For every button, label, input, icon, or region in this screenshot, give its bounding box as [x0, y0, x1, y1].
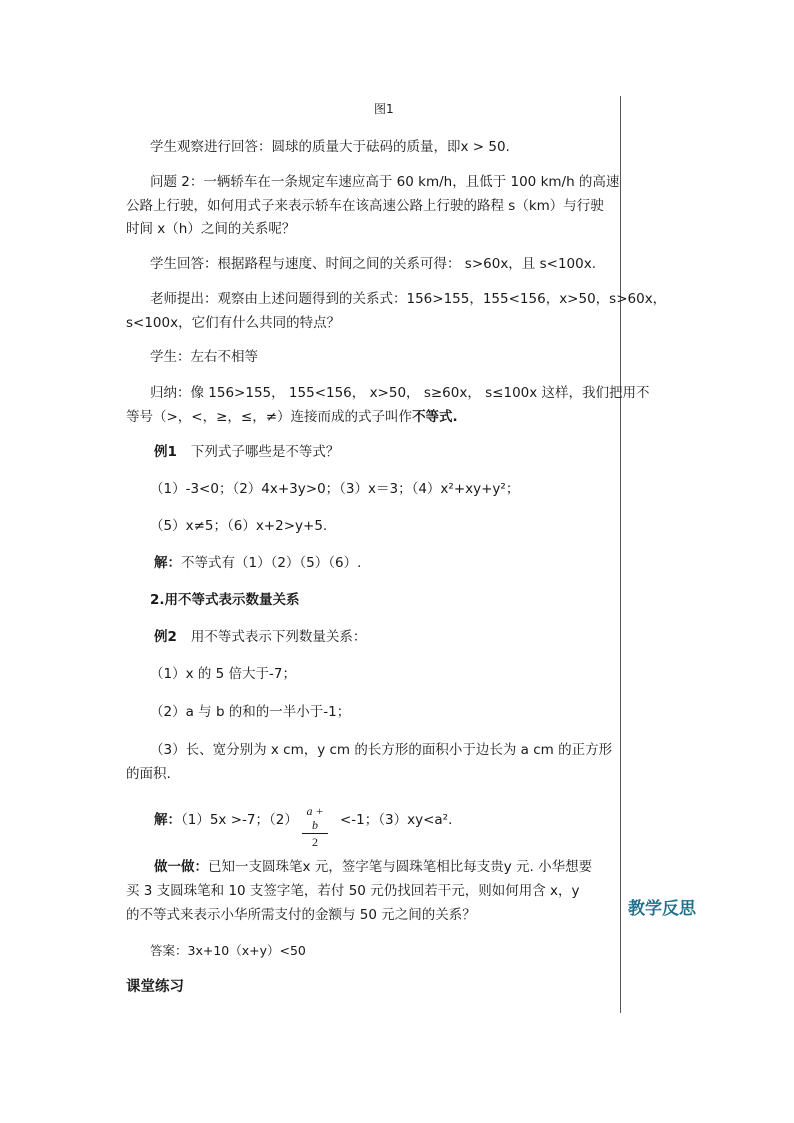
example-2-q3-line-2: 的面积.	[126, 766, 171, 782]
example-2-q1: （1）x 的 5 倍大于-7；	[150, 666, 297, 682]
student-answer-3: 学生：左右不相等	[150, 349, 258, 365]
figure-caption: 图1	[374, 102, 394, 116]
teacher-prompt-line-1: 老师提出：观察由上述问题得到的关系式：156>155，155<156，x>50，s>60x，	[150, 291, 667, 307]
answer: 答案：3x+10（x+y）<50	[150, 943, 306, 958]
example-2-q3-line-1: （3）长、宽分别为 x cm，y cm 的长方形的面积小于边长为 a cm 的正方形	[150, 742, 613, 758]
classroom-practice-heading: 课堂练习	[126, 979, 184, 995]
teacher-prompt-line-2: s<100x，它们有什么共同的特点？	[126, 315, 341, 331]
example-2-heading: 例2 用不等式表示下列数量关系：	[154, 629, 367, 645]
example-2-solution-a: 解：（1）5x >-7；（2）	[154, 812, 298, 828]
student-answer-1: 学生观察进行回答：圆球的质量大于砝码的质量，即x > 50.	[150, 139, 510, 155]
definition-term: 不等式.	[412, 409, 458, 425]
teaching-reflection-label: 教学反思	[628, 899, 696, 919]
example-1-items-2: （5）x≠5；（6）x+2>y+5.	[150, 518, 328, 534]
fraction-numerator: a + b	[306, 804, 324, 832]
example-2-label: 例2	[154, 629, 177, 645]
column-divider	[620, 96, 621, 1013]
question-2-line-3: 时间 x（h）之间的关系呢？	[126, 221, 296, 237]
try-it-line-1: 做一做：已知一支圆珠笔x 元，签字笔与圆珠笔相比每支贵y 元. 小华想要	[154, 859, 593, 875]
example-1-solution: 解：不等式有（1）（2）（5）（6）.	[154, 555, 362, 571]
summary-line-1: 归纳：像 156>155， 155<156， x>50， s≥60x， s≤100x 这样，我们把用不	[150, 385, 650, 401]
student-answer-2: 学生回答：根据路程与速度、时间之间的关系可得： s>60x，且 s<100x.	[150, 256, 596, 272]
example-1-items-1: （1）-3<0；（2）4x+3y>0；（3）x＝3；（4）x²+xy+y²；	[150, 481, 520, 497]
fraction-bar	[302, 833, 328, 834]
fraction-a-plus-b-over-2	[302, 804, 328, 849]
example-1-heading: 例1 下列式子哪些是不等式？	[154, 444, 340, 460]
example-1-label: 例1	[154, 444, 177, 460]
summary-line-2: 等号（>，<，≥，≤，≠）连接而成的式子叫作不等式.	[126, 409, 458, 425]
section-2-heading: 2.用不等式表示数量关系	[150, 592, 300, 608]
try-it-line-2: 买 3 支圆珠笔和 10 支签字笔，若付 50 元仍找回若干元，则如何用含 x，y	[126, 883, 580, 899]
try-it-line-3: 的不等式来表示小华所需支付的金额与 50 元之间的关系？	[126, 907, 476, 923]
question-2-line-2: 公路上行驶，如何用式子来表示轿车在该高速公路上行驶的路程 s（km）与行驶	[126, 198, 604, 214]
fraction-denominator: 2	[312, 835, 318, 849]
example-2-solution-b: <-1；（3）xy<a².	[340, 812, 453, 828]
example-2-q2: （2）a 与 b 的和的一半小于-1；	[150, 704, 351, 720]
question-2-line-1: 问题 2：一辆轿车在一条规定车速应高于 60 km/h，且低于 100 km/h 的高速	[150, 174, 620, 190]
